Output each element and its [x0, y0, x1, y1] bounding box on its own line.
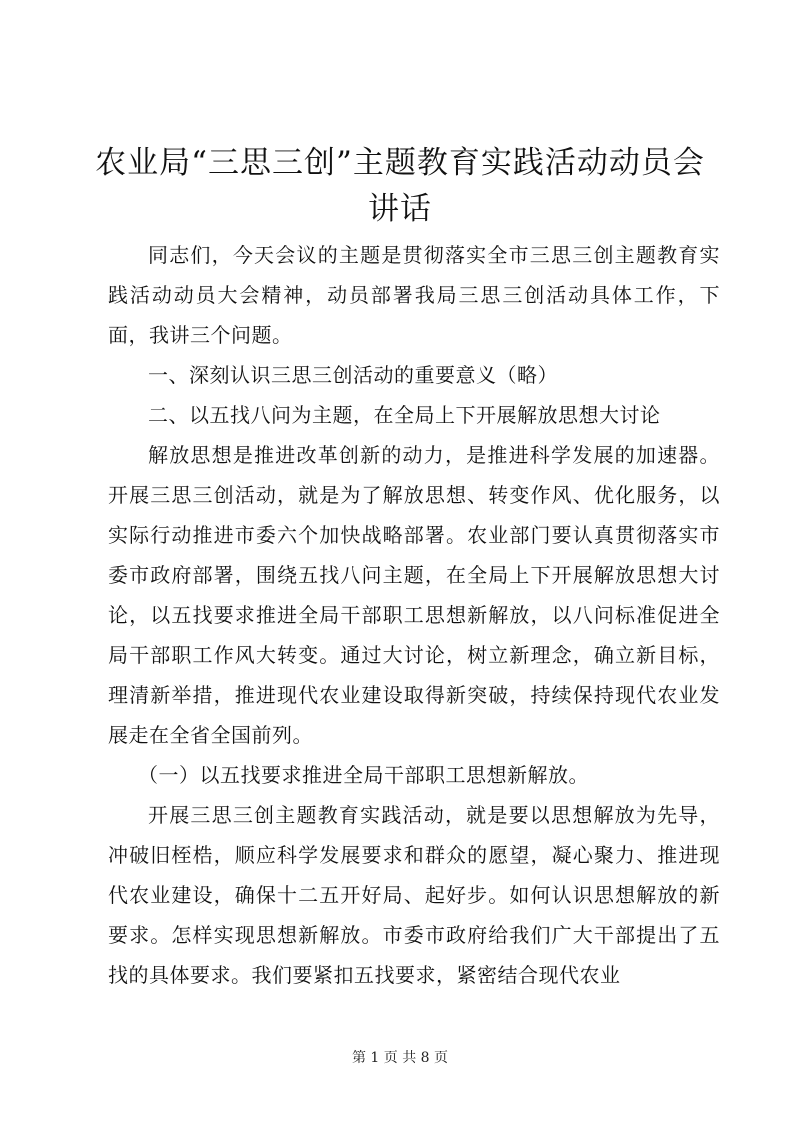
paragraph-opening: 同志们，今天会议的主题是贯彻落实全市三思三创主题教育实践活动动员大会精神，动员部署我局三思三创活动具体工作，下面，我讲三个问题。: [108, 243, 720, 347]
paragraph-campaign: 开展三思三创主题教育实践活动，就是要以思想解放为先导，冲破旧桎梏，顺应科学发展要求和群众的愿望，凝心聚力、推进现代农业建设，确保十二五开好局、起好步。如何认识思想解放的新要求。怎样实现思想新解放。市委市政府给我们广大干部提出了五找的具体要求。我们要紧扣五找要求，紧密结合现代农业: [108, 803, 720, 987]
section-heading-2: 二、以五找八问为主题，在全局上下开展解放思想大讨论: [148, 403, 661, 427]
document-body: [108, 235, 720, 995]
paragraph-liberation: 解放思想是推进改革创新的动力，是推进科学发展的加速器。开展三思三创活动，就是为了解放思想、转变作风、优化服务，以实际行动推进市委六个加快战略部署。农业部门要认真贯彻落实市委市政府部署，围绕五找八问主题，在全局上下开展解放思想大讨论，以五找要求推进全局干部职工思想新解放，以八问标准促进全局干部职工作风大转变。通过大讨论，树立新理念，确立新目标，理清新举措，推进现代农业建设取得新突破，持续保持现代农业发展走在全省全国前列。: [108, 443, 720, 747]
document-title: 农业局“三思三创”主题教育实践活动动员会讲话: [95, 145, 705, 227]
page-footer: 第 1 页 共 8 页: [351, 1050, 449, 1066]
subsection-heading-1: （一）以五找要求推进全局干部职工思想新解放。: [138, 763, 589, 787]
section-heading-1: 一、深刻认识三思三创活动的重要意义（略）: [148, 363, 558, 387]
